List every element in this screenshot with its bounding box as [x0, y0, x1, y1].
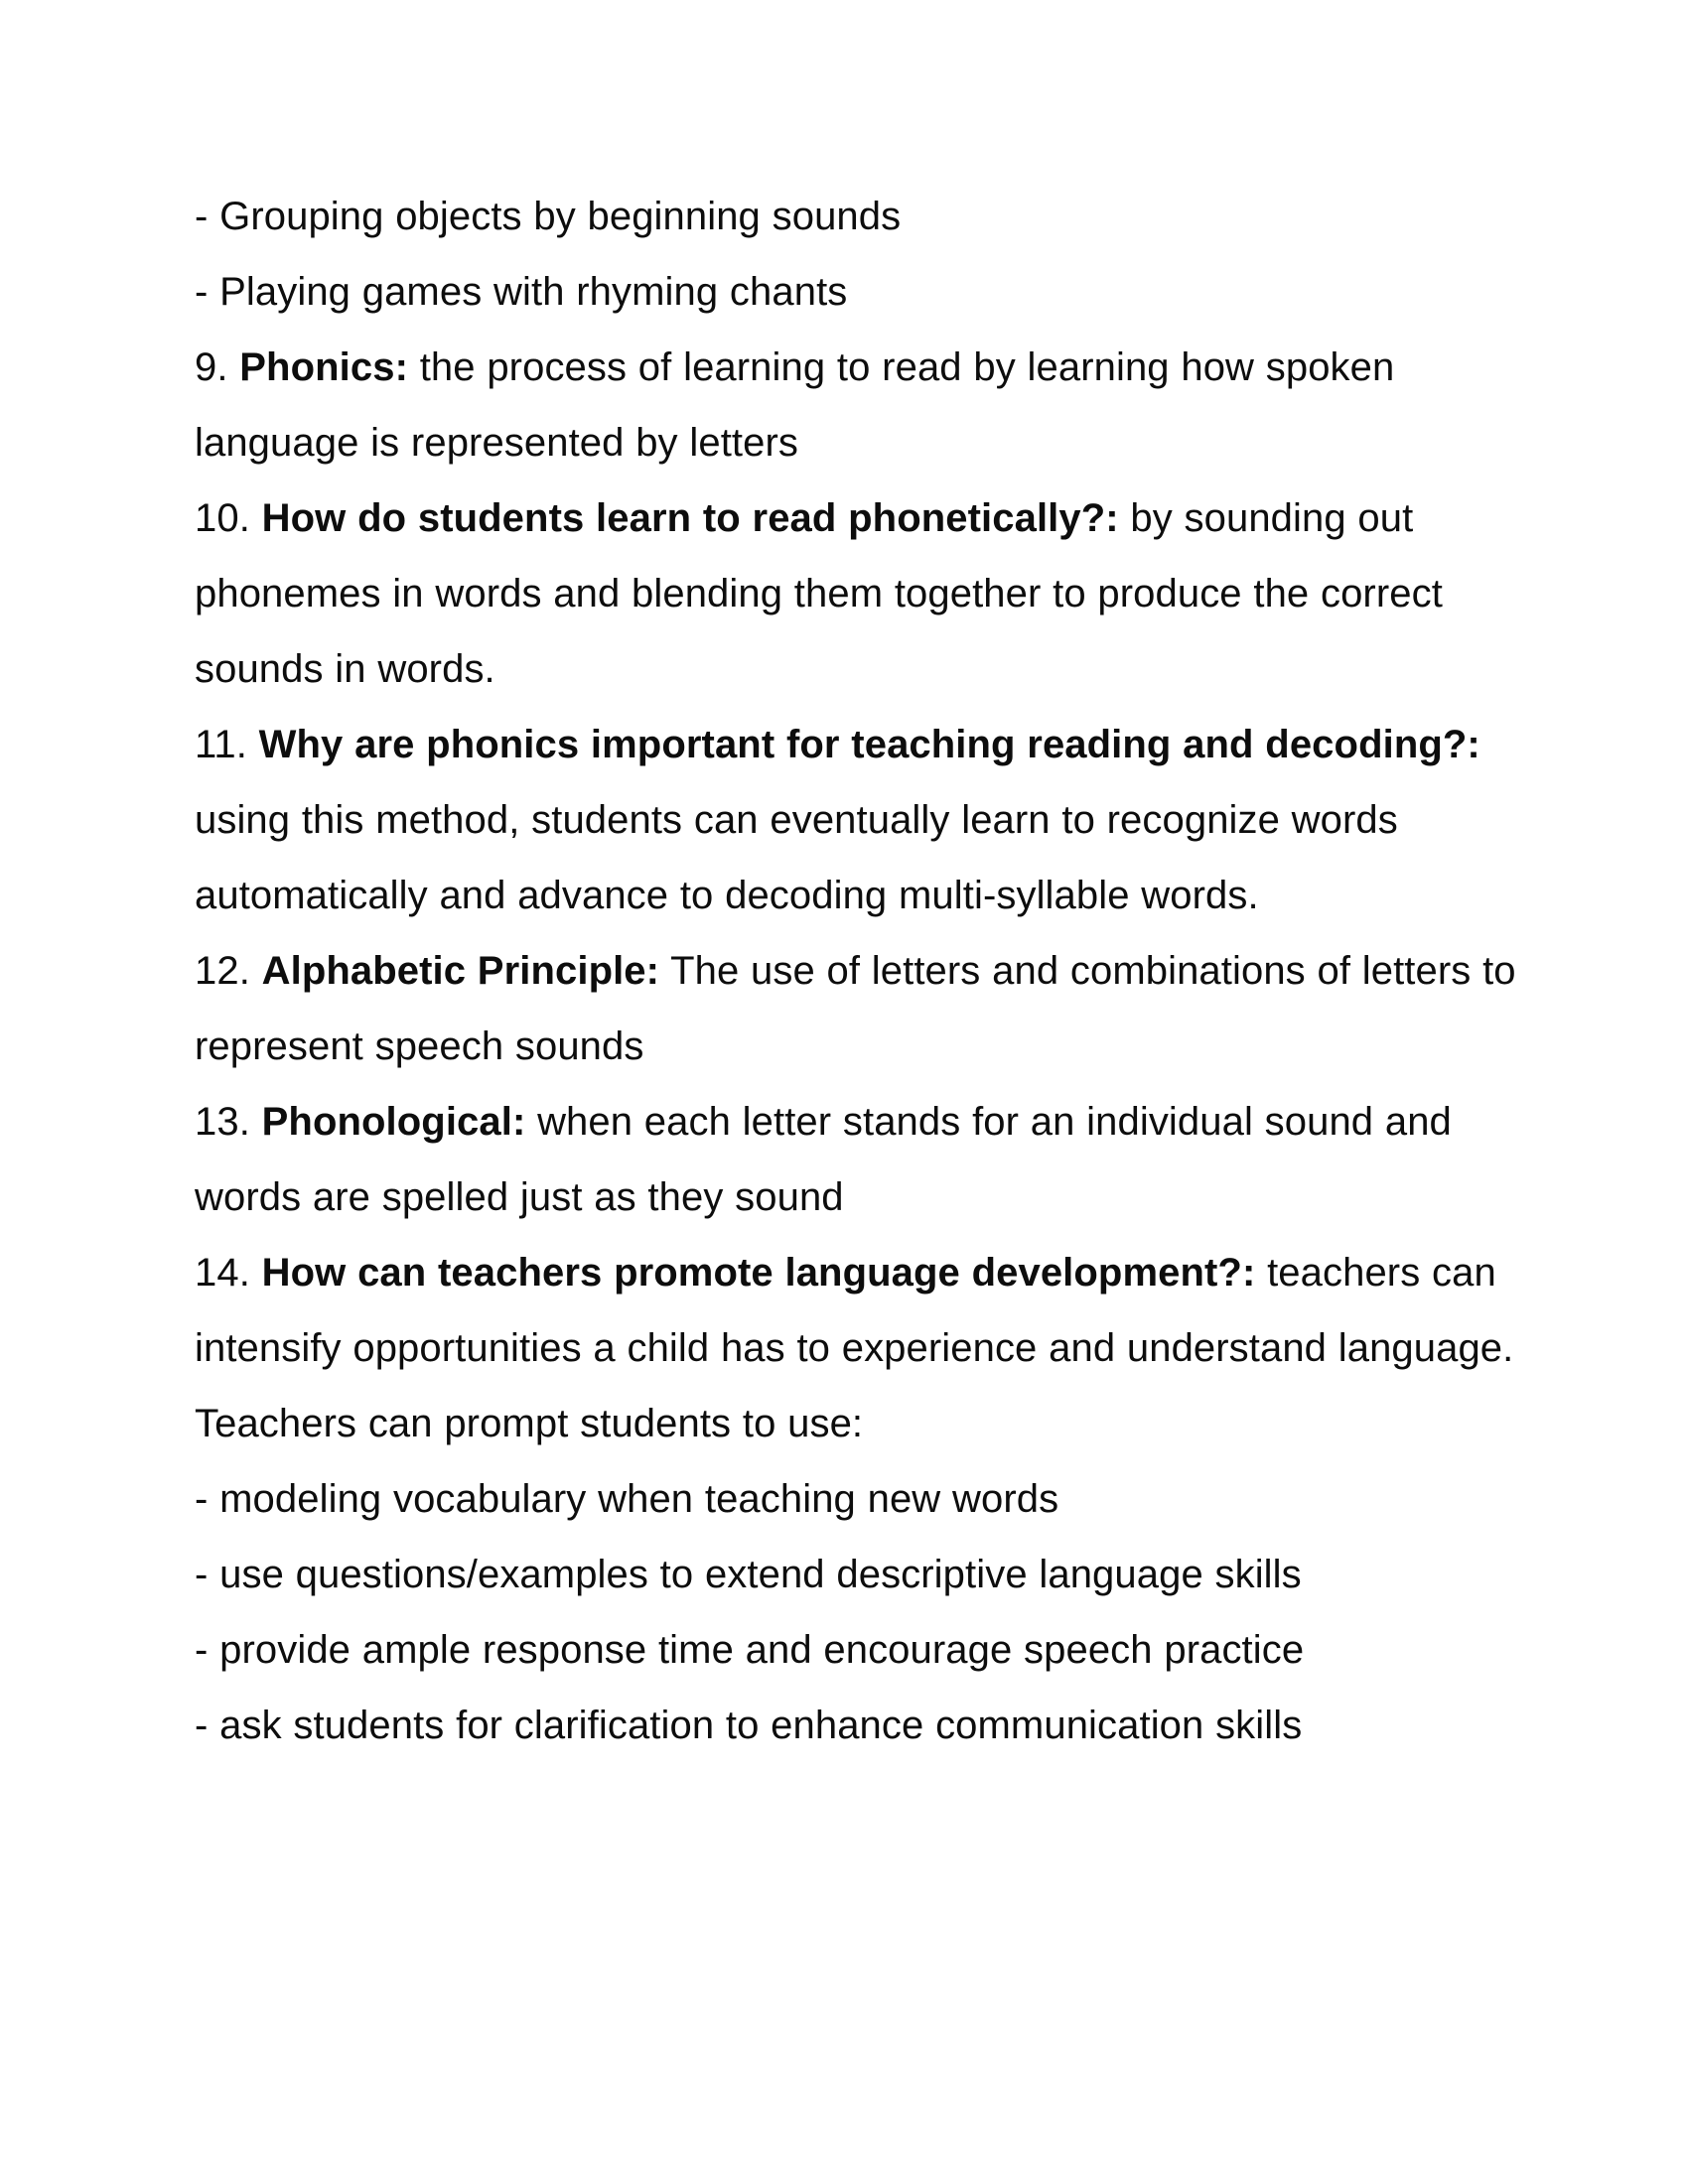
list-item: [195, 1537, 1555, 1612]
definition-item-14: [195, 1235, 1555, 1386]
list-item: [195, 1612, 1555, 1688]
item-definition: teachers can intensify opportunities a child has to experience and understand language.: [195, 1251, 1514, 1370]
definition-item-13: [195, 1084, 1555, 1235]
prompt-lead-in: [195, 1386, 1555, 1461]
item-number: 14.: [195, 1251, 250, 1295]
item-definition: using this method, students can eventually learn to recognize words automatically and advance to decoding multi-syllable words.: [195, 798, 1398, 917]
prompt-lead-text: Teachers can prompt students to use:: [195, 1402, 864, 1445]
item-term: How can teachers promote language development?:: [261, 1251, 1256, 1295]
definition-item-10: [195, 480, 1555, 707]
item-number: 13.: [195, 1100, 250, 1144]
item-term: How do students learn to read phonetically?:: [261, 496, 1119, 540]
item-term: Why are phonics important for teaching reading and decoding?:: [258, 723, 1480, 766]
bullet-text: - modeling vocabulary when teaching new words: [195, 1477, 1059, 1521]
item-term: Phonological:: [261, 1100, 526, 1144]
definition-item-12: [195, 933, 1555, 1084]
item-number: 10.: [195, 496, 250, 540]
item-number: 11.: [195, 723, 247, 766]
bullet-text: - provide ample response time and encourage speech practice: [195, 1628, 1305, 1672]
definition-item-11: [195, 707, 1555, 933]
bullet-text: - use questions/examples to extend descriptive language skills: [195, 1553, 1302, 1596]
list-item: [195, 254, 1555, 330]
item-definition: The use of letters and combinations of letters to represent speech sounds: [195, 949, 1516, 1068]
list-item: [195, 179, 1555, 254]
document-body: [195, 179, 1555, 1763]
definition-item-9: [195, 330, 1555, 480]
item-definition: the process of learning to read by learning how spoken language is represented by letters: [195, 345, 1395, 465]
item-definition: when each letter stands for an individual sound and words are spelled just as they sound: [195, 1100, 1452, 1219]
bullet-text: - Playing games with rhyming chants: [195, 270, 848, 314]
item-term: Phonics:: [239, 345, 408, 389]
item-number: 9.: [195, 345, 228, 389]
bullet-text: - ask students for clarification to enhance communication skills: [195, 1704, 1303, 1747]
list-item: [195, 1461, 1555, 1537]
item-definition: by sounding out phonemes in words and blending them together to produce the correct sounds in words.: [195, 496, 1443, 691]
item-number: 12.: [195, 949, 250, 993]
item-term: Alphabetic Principle:: [261, 949, 660, 993]
list-item: [195, 1688, 1555, 1763]
bullet-text: - Grouping objects by beginning sounds: [195, 195, 902, 238]
